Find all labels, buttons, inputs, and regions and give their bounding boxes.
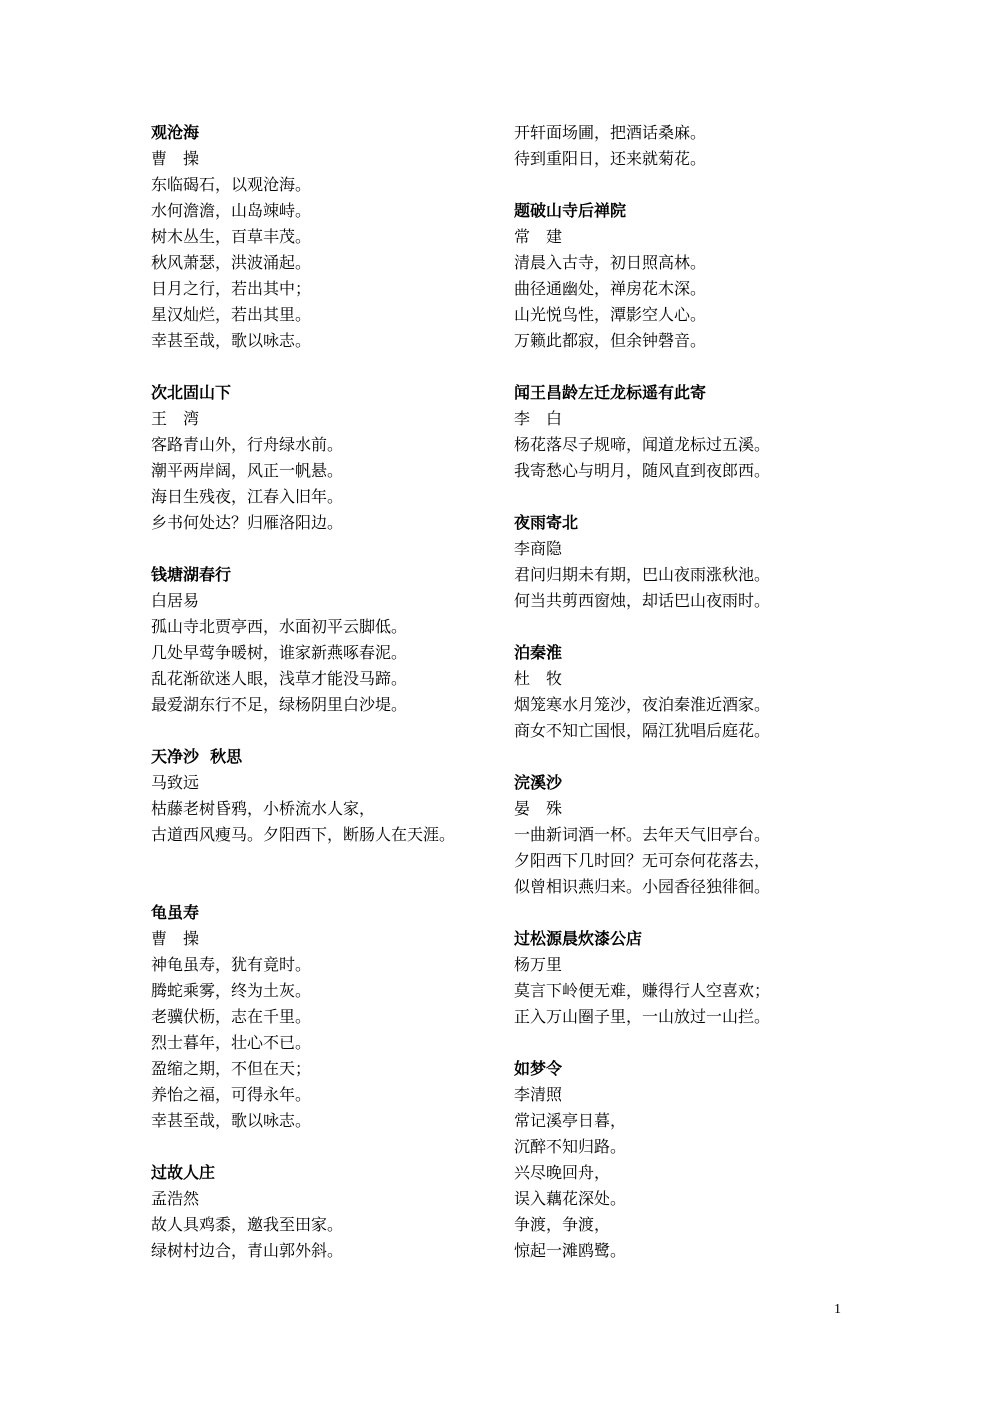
poem-author: 晏 殊 (514, 799, 563, 818)
poem-title: 过故人庄 (151, 1163, 216, 1182)
poem-title: 泊秦淮 (514, 643, 563, 662)
poem-line: 神龟虽寿，犹有竟时。 (151, 955, 312, 974)
poem-line: 绿树村边合，青山郭外斜。 (151, 1241, 344, 1260)
poem-line: 老骥伏枥，志在千里。 (151, 1007, 312, 1026)
poem-line: 乡书何处达？归雁洛阳边。 (151, 513, 344, 532)
poem-author: 李商隐 (514, 539, 563, 558)
blank-line (151, 874, 491, 900)
poem-line: 乱花渐欲迷人眼，浅草才能没马蹄。 (151, 669, 408, 688)
poem-title: 天净沙 秋思 (151, 747, 243, 766)
poem-author: 常 建 (514, 227, 563, 246)
poem-title: 次北固山下 (151, 383, 232, 402)
poem-line: 误入藕花深处。 (514, 1189, 627, 1208)
poem (151, 1160, 491, 1264)
poem-line: 枯藤老树昏鸦，小桥流水人家， (151, 799, 376, 818)
right-column (514, 120, 874, 1290)
poem-title: 过松源晨炊漆公店 (514, 929, 643, 948)
poem-author: 曹 操 (151, 149, 200, 168)
poem (151, 380, 491, 536)
poem (514, 380, 874, 484)
poem-line: 客路青山外，行舟绿水前。 (151, 435, 344, 454)
poem-title: 龟虽寿 (151, 903, 200, 922)
poem-line: 日月之行，若出其中； (151, 279, 312, 298)
poem-line: 腾蛇乘雾，终为土灰。 (151, 981, 312, 1000)
poem-author: 王 湾 (151, 409, 200, 428)
poem-line: 我寄愁心与明月，随风直到夜郎西。 (514, 461, 771, 480)
poem-line: 万籁此都寂，但余钟磬音。 (514, 331, 707, 350)
poem-author: 马致远 (151, 773, 200, 792)
poem-line: 商女不知亡国恨，隔江犹唱后庭花。 (514, 721, 771, 740)
poem-line: 曲径通幽处，禅房花木深。 (514, 279, 707, 298)
poem-line: 海日生残夜，江春入旧年。 (151, 487, 344, 506)
poem-line: 夕阳西下几时回？无可奈何花落去， (514, 851, 771, 870)
poem-author: 白居易 (151, 591, 200, 610)
poem-author: 李 白 (514, 409, 563, 428)
poem-title: 钱塘湖春行 (151, 565, 232, 584)
poem (514, 510, 874, 614)
left-column (151, 120, 491, 1290)
poem-title: 夜雨寄北 (514, 513, 579, 532)
poem (514, 926, 874, 1030)
poem-author: 杜 牧 (514, 669, 563, 688)
poem-line: 潮平两岸阔，风正一帆悬。 (151, 461, 344, 480)
poem (514, 770, 874, 900)
poem-line: 孤山寺北贾亭西，水面初平云脚低。 (151, 617, 408, 636)
poem (514, 640, 874, 744)
poem-title: 浣溪沙 (514, 773, 563, 792)
poem-title: 如梦令 (514, 1059, 563, 1078)
poem-title: 题破山寺后禅院 (514, 201, 627, 220)
poem-author: 李清照 (514, 1085, 563, 1104)
poem-continuation (514, 120, 874, 172)
poem-title: 观沧海 (151, 123, 200, 142)
poem-line: 惊起一滩鸥鹭。 (514, 1241, 627, 1260)
poem-line: 清晨入古寺，初日照高林。 (514, 253, 707, 272)
poem-line: 最爱湖东行不足，绿杨阴里白沙堤。 (151, 695, 408, 714)
poem-line: 莫言下岭便无难，赚得行人空喜欢； (514, 981, 771, 1000)
poem-line: 杨花落尽子规啼，闻道龙标过五溪。 (514, 435, 771, 454)
poem-line: 树木丛生，百草丰茂。 (151, 227, 312, 246)
poem-line: 幸甚至哉，歌以咏志。 (151, 1111, 312, 1130)
poem-line: 山光悦鸟性，潭影空人心。 (514, 305, 707, 324)
poem (151, 900, 491, 1134)
poem-line: 争渡，争渡， (514, 1215, 611, 1234)
poem-line: 君问归期未有期，巴山夜雨涨秋池。 (514, 565, 771, 584)
poem-line: 烈士暮年，壮心不已。 (151, 1033, 312, 1052)
poem-line: 待到重阳日，还来就菊花。 (514, 149, 707, 168)
poem-line: 一曲新词酒一杯。去年天气旧亭台。 (514, 825, 771, 844)
poem (514, 198, 874, 354)
poem-line: 开轩面场圃，把酒话桑麻。 (514, 123, 707, 142)
poem-line: 星汉灿烂，若出其里。 (151, 305, 312, 324)
poem-line: 似曾相识燕归来。小园香径独徘徊。 (514, 877, 771, 896)
poem-line: 水何澹澹，山岛竦峙。 (151, 201, 312, 220)
poem (151, 744, 491, 848)
poem-line: 常记溪亭日暮， (514, 1111, 627, 1130)
poem (514, 1056, 874, 1264)
poem-line: 何当共剪西窗烛，却话巴山夜雨时。 (514, 591, 771, 610)
poem-title: 闻王昌龄左迁龙标遥有此寄 (514, 383, 707, 402)
poem-author: 曹 操 (151, 929, 200, 948)
poem-line: 养怡之福，可得永年。 (151, 1085, 312, 1104)
poem-line: 几处早莺争暖树，谁家新燕啄春泥。 (151, 643, 408, 662)
poem-line: 故人具鸡黍，邀我至田家。 (151, 1215, 344, 1234)
poem-line: 正入万山圈子里，一山放过一山拦。 (514, 1007, 771, 1026)
poem-line: 盈缩之期，不但在天； (151, 1059, 312, 1078)
poem-line: 幸甚至哉，歌以咏志。 (151, 331, 312, 350)
poem-line: 沉醉不知归路。 (514, 1137, 627, 1156)
poem (151, 562, 491, 718)
poem (151, 120, 491, 354)
poem-line: 秋风萧瑟，洪波涌起。 (151, 253, 312, 272)
poem-line: 烟笼寒水月笼沙，夜泊秦淮近酒家。 (514, 695, 771, 714)
poem-author: 杨万里 (514, 955, 563, 974)
page-number: 1 (834, 1302, 841, 1317)
poem-line: 兴尽晚回舟， (514, 1163, 611, 1182)
poem-author: 孟浩然 (151, 1189, 200, 1208)
poem-line: 东临碣石，以观沧海。 (151, 175, 312, 194)
poem-line: 古道西风瘦马。夕阳西下，断肠人在天涯。 (151, 825, 456, 844)
